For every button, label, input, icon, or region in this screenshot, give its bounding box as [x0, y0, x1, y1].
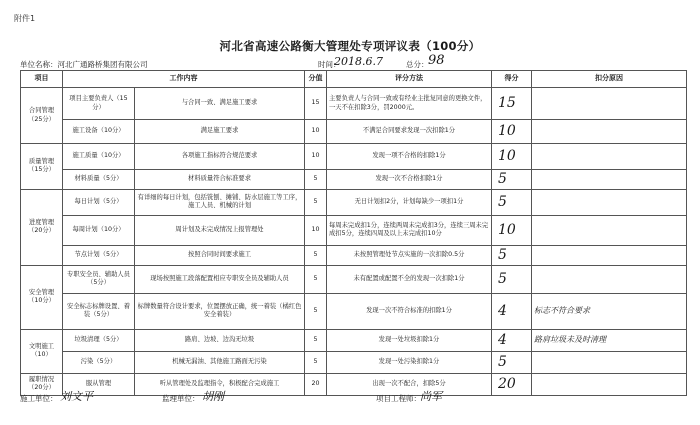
total-score: 98 — [428, 53, 445, 68]
constructor-signature: 刘文平 — [60, 390, 93, 403]
row-method: 发现一处垃圾扣除1分 — [327, 329, 492, 351]
row-method: 未按照管理处节点实施的一次扣除0.5分 — [327, 245, 492, 265]
row-score: 5 — [305, 293, 327, 329]
row-content: 每周计划（10分） — [63, 215, 135, 245]
row-reason — [532, 351, 687, 373]
group-quality: 质量管理（15分） — [21, 144, 63, 190]
row-got-score: 10 — [492, 120, 532, 144]
row-method: 不满足合同要求发现一次扣除1分 — [327, 120, 492, 144]
row-score: 5 — [305, 245, 327, 265]
row-method: 主要负责人与合同一致或有经业主批复同意的更换文件，一天不在扣除3分，罚2000元。 — [327, 88, 492, 120]
row-reason — [532, 189, 687, 215]
unit-name: 河北广通路桥集团有限公司 — [57, 60, 148, 69]
row-got-score: 5 — [492, 351, 532, 373]
row-reason — [532, 265, 687, 293]
table-row — [21, 88, 687, 120]
row-reason — [532, 215, 687, 245]
header-item: 项目 — [21, 71, 63, 88]
row-requirement: 按照合同时间要求施工 — [135, 245, 305, 265]
row-content: 材料质量（5分） — [63, 170, 135, 190]
row-score: 10 — [305, 144, 327, 170]
table-row — [21, 293, 687, 329]
row-content: 服从管理 — [63, 373, 135, 395]
row-content: 施工质量（10分） — [63, 144, 135, 170]
unit-label: 单位名称： — [20, 60, 58, 69]
row-content: 节点计划（5分） — [63, 245, 135, 265]
header-score: 分值 — [305, 71, 327, 88]
row-got-score: 10 — [492, 215, 532, 245]
row-method: 发现一项不合格的扣除1分 — [327, 144, 492, 170]
row-score: 15 — [305, 88, 327, 120]
row-got-score: 4 — [492, 293, 532, 329]
row-reason: 路肩垃圾未及时清理 — [532, 329, 687, 351]
row-content: 施工设备（10分） — [63, 120, 135, 144]
row-content: 垃圾清理（5分） — [63, 329, 135, 351]
total-label: 总分： — [406, 60, 429, 69]
row-got-score: 5 — [492, 189, 532, 215]
row-content: 每日计划（5分） — [63, 189, 135, 215]
row-reason — [532, 88, 687, 120]
row-score: 5 — [305, 189, 327, 215]
row-requirement: 与合同一致、满足施工要求 — [135, 88, 305, 120]
row-content: 专职安全员、辅助人员（5分） — [63, 265, 135, 293]
row-score: 10 — [305, 120, 327, 144]
row-requirement: 有详细的每日计划，包括铣刨、摊铺、防水层施工等工序，施工人员、机械的计划 — [135, 189, 305, 215]
row-got-score: 10 — [492, 144, 532, 170]
group-contract: 合同管理（25分） — [21, 88, 63, 144]
row-score: 5 — [305, 170, 327, 190]
table-row — [21, 351, 687, 373]
row-reason — [532, 373, 687, 395]
row-got-score: 15 — [492, 88, 532, 120]
row-method: 每周未完成扣1分，连续两周未完成扣3分，连续三周未完成扣5分，连续四周及以上未完成扣10分 — [327, 215, 492, 245]
table-row — [21, 373, 687, 395]
row-method: 未有配置或配置不全的发现一次扣除1分 — [327, 265, 492, 293]
row-got-score: 4 — [492, 329, 532, 351]
header-reason: 扣分原因 — [532, 71, 687, 88]
row-reason — [532, 144, 687, 170]
engineer-label: 项目工程师： — [376, 394, 421, 403]
row-requirement: 听从管理处及监理指令，积极配合完成施工 — [135, 373, 305, 395]
table-row — [21, 215, 687, 245]
row-content: 安全标志标牌设置、着装（5分） — [63, 293, 135, 329]
table-row — [21, 189, 687, 215]
row-method: 发现一次不符合标准的扣除1分 — [327, 293, 492, 329]
table-row — [21, 144, 687, 170]
table-row — [21, 265, 687, 293]
header-content: 工作内容 — [63, 71, 305, 88]
row-got-score: 5 — [492, 170, 532, 190]
date-value: 2018.6.7 — [334, 55, 383, 68]
group-civil: 文明施工（10） — [21, 329, 63, 373]
attachment-label: 附件1 — [14, 14, 36, 23]
row-score: 20 — [305, 373, 327, 395]
row-score: 10 — [305, 215, 327, 245]
row-reason — [532, 120, 687, 144]
row-method: 出现一次不配合，扣除5分 — [327, 373, 492, 395]
supervisor-signature: 胡刚 — [202, 390, 224, 403]
row-method: 发现一次不合格扣除1分 — [327, 170, 492, 190]
row-requirement: 各项施工指标符合规范要求 — [135, 144, 305, 170]
row-content: 污染（5分） — [63, 351, 135, 373]
form-title: 河北省高速公路衡大管理处专项评议表（100分） — [219, 39, 481, 53]
row-got-score: 5 — [492, 245, 532, 265]
row-reason: 标志不符合要求 — [532, 293, 687, 329]
table-row — [21, 329, 687, 351]
row-requirement: 机械无漏油、其他施工路面无污染 — [135, 351, 305, 373]
row-score: 5 — [305, 329, 327, 351]
row-method: 无日计划扣2分，计划每缺少一项扣1分 — [327, 189, 492, 215]
row-reason — [532, 170, 687, 190]
table-header-row — [21, 71, 687, 88]
row-got-score: 20 — [492, 373, 532, 395]
row-requirement: 周计划及未完成情况上报管理处 — [135, 215, 305, 245]
evaluation-table — [20, 70, 687, 396]
table-row — [21, 170, 687, 190]
constructor-label: 施工单位： — [20, 394, 58, 403]
group-progress: 进度管理（20分） — [21, 189, 63, 265]
date-label: 时间： — [318, 60, 341, 69]
row-requirement: 满足施工要求 — [135, 120, 305, 144]
engineer-signature: 尚军 — [420, 390, 442, 403]
row-requirement: 材料质量符合标准要求 — [135, 170, 305, 190]
row-requirement: 路肩、边坡、边沟无垃圾 — [135, 329, 305, 351]
table-row — [21, 245, 687, 265]
header-got: 得分 — [492, 71, 532, 88]
row-reason — [532, 245, 687, 265]
row-content: 项目主要负责人（15分） — [63, 88, 135, 120]
table-row — [21, 120, 687, 144]
group-perform: 履职情况（20分） — [21, 373, 63, 395]
row-requirement: 现场按照施工段落配置相应专职安全员及辅助人员 — [135, 265, 305, 293]
row-got-score: 5 — [492, 265, 532, 293]
row-score: 5 — [305, 265, 327, 293]
group-safety: 安全管理（10分） — [21, 265, 63, 329]
header-method: 评分方法 — [327, 71, 492, 88]
row-requirement: 标牌数量符合设计要求，位置摆放正确，统一着装（橘红色安全着装） — [135, 293, 305, 329]
supervisor-label: 监理单位： — [162, 394, 200, 403]
unit-name-line — [20, 59, 148, 70]
row-score: 5 — [305, 351, 327, 373]
row-method: 发现一处污染扣除1分 — [327, 351, 492, 373]
